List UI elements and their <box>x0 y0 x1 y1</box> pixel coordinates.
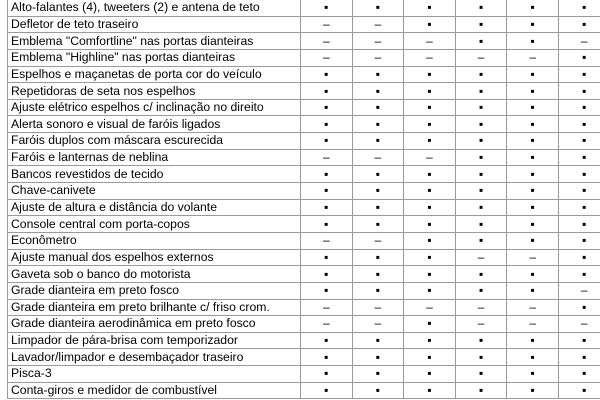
availability-mark: ▪ <box>404 133 456 150</box>
availability-mark: – <box>507 299 559 316</box>
availability-mark: – <box>404 33 456 50</box>
availability-mark: ▪ <box>455 366 507 383</box>
availability-mark: ▪ <box>301 366 353 383</box>
availability-mark: ▪ <box>558 49 600 66</box>
table-row <box>8 366 600 383</box>
availability-mark: – <box>301 49 353 66</box>
availability-mark: – <box>301 33 353 50</box>
availability-mark: ▪ <box>558 199 600 216</box>
table-row <box>8 33 600 50</box>
availability-mark: ▪ <box>558 116 600 133</box>
availability-mark: ▪ <box>404 66 456 83</box>
availability-mark: ▪ <box>404 99 456 116</box>
availability-mark: ▪ <box>455 183 507 200</box>
feature-label: Pisca-3 <box>8 366 301 383</box>
availability-mark: ▪ <box>507 33 559 50</box>
availability-mark: ▪ <box>507 83 559 100</box>
availability-mark: – <box>507 316 559 333</box>
availability-mark: ▪ <box>558 299 600 316</box>
availability-mark: ▪ <box>301 133 353 150</box>
availability-mark: ▪ <box>301 199 353 216</box>
availability-mark: ▪ <box>455 382 507 399</box>
availability-mark: ▪ <box>301 66 353 83</box>
availability-mark: ▪ <box>455 149 507 166</box>
availability-mark: ▪ <box>404 349 456 366</box>
availability-mark: – <box>404 49 456 66</box>
availability-mark: ▪ <box>352 66 404 83</box>
availability-mark: ▪ <box>352 0 404 16</box>
availability-mark: ▪ <box>404 16 456 33</box>
table-row <box>8 83 600 100</box>
availability-mark: ▪ <box>404 216 456 233</box>
availability-mark: ▪ <box>507 199 559 216</box>
feature-label: Repetidoras de seta nos espelhos <box>8 83 301 100</box>
availability-mark: ▪ <box>558 99 600 116</box>
availability-mark: ▪ <box>301 282 353 299</box>
availability-mark: – <box>455 299 507 316</box>
availability-mark: ▪ <box>404 116 456 133</box>
availability-mark: ▪ <box>455 349 507 366</box>
availability-mark: – <box>352 232 404 249</box>
availability-mark: ▪ <box>352 199 404 216</box>
availability-mark: – <box>558 282 600 299</box>
availability-mark: ▪ <box>455 83 507 100</box>
feature-label: Emblema "Highline" nas portas dianteiras <box>8 49 301 66</box>
availability-mark: ▪ <box>301 216 353 233</box>
feature-label: Grade dianteira aerodinâmica em preto fosco <box>8 316 301 333</box>
availability-mark: ▪ <box>507 232 559 249</box>
availability-mark: ▪ <box>455 199 507 216</box>
table-row <box>8 0 600 16</box>
availability-mark: ▪ <box>558 382 600 399</box>
availability-mark: ▪ <box>404 0 456 16</box>
availability-mark: ▪ <box>404 266 456 283</box>
feature-label: Chave-canivete <box>8 183 301 200</box>
availability-mark: – <box>301 316 353 333</box>
availability-mark: ▪ <box>558 0 600 16</box>
availability-mark: ▪ <box>301 116 353 133</box>
availability-mark: ▪ <box>301 83 353 100</box>
table-row <box>8 199 600 216</box>
availability-mark: ▪ <box>507 0 559 16</box>
table-row <box>8 183 600 200</box>
availability-mark: ▪ <box>352 249 404 266</box>
availability-mark: ▪ <box>507 382 559 399</box>
availability-mark: ▪ <box>507 166 559 183</box>
availability-mark: ▪ <box>507 216 559 233</box>
feature-label: Bancos revestidos de tecido <box>8 166 301 183</box>
availability-mark: ▪ <box>507 349 559 366</box>
availability-mark: ▪ <box>301 349 353 366</box>
availability-mark: ▪ <box>301 249 353 266</box>
availability-mark: ▪ <box>301 99 353 116</box>
availability-mark: ▪ <box>558 266 600 283</box>
table-row <box>8 332 600 349</box>
availability-mark: ▪ <box>558 133 600 150</box>
availability-mark: ▪ <box>558 149 600 166</box>
table-row <box>8 249 600 266</box>
availability-mark: – <box>352 316 404 333</box>
availability-mark: ▪ <box>404 166 456 183</box>
availability-mark: – <box>352 149 404 166</box>
table-row <box>8 299 600 316</box>
availability-mark: ▪ <box>455 232 507 249</box>
table-row <box>8 99 600 116</box>
availability-mark: – <box>301 232 353 249</box>
table-row <box>8 216 600 233</box>
table-row <box>8 232 600 249</box>
availability-mark: ▪ <box>455 282 507 299</box>
availability-mark: ▪ <box>455 99 507 116</box>
table-row <box>8 66 600 83</box>
availability-mark: ▪ <box>404 282 456 299</box>
feature-label: Grade dianteira em preto fosco <box>8 282 301 299</box>
availability-mark: – <box>507 49 559 66</box>
table-row <box>8 149 600 166</box>
availability-mark: – <box>455 249 507 266</box>
availability-mark: ▪ <box>507 183 559 200</box>
availability-mark: – <box>404 299 456 316</box>
availability-mark: – <box>404 149 456 166</box>
feature-label: Limpador de pára-brisa com temporizador <box>8 332 301 349</box>
availability-mark: – <box>301 16 353 33</box>
availability-mark: – <box>507 249 559 266</box>
availability-mark: ▪ <box>404 332 456 349</box>
feature-label: Defletor de teto traseiro <box>8 16 301 33</box>
availability-mark: ▪ <box>352 282 404 299</box>
availability-mark: – <box>301 299 353 316</box>
availability-mark: ▪ <box>558 216 600 233</box>
table-row <box>8 349 600 366</box>
availability-mark: ▪ <box>352 332 404 349</box>
table-row <box>8 316 600 333</box>
table-row <box>8 133 600 150</box>
availability-mark: ▪ <box>352 133 404 150</box>
feature-label: Lavador/limpador e desembaçador traseiro <box>8 349 301 366</box>
availability-mark: ▪ <box>301 183 353 200</box>
table-row <box>8 116 600 133</box>
table-row <box>8 382 600 399</box>
table-row <box>8 49 600 66</box>
availability-mark: ▪ <box>455 332 507 349</box>
availability-mark: – <box>352 16 404 33</box>
availability-mark: ▪ <box>352 116 404 133</box>
feature-label: Espelhos e maçanetas de porta cor do veículo <box>8 66 301 83</box>
equipment-table-body <box>8 0 600 399</box>
table-row <box>8 282 600 299</box>
availability-mark: ▪ <box>558 366 600 383</box>
availability-mark: ▪ <box>455 166 507 183</box>
availability-mark: ▪ <box>507 16 559 33</box>
availability-mark: ▪ <box>404 232 456 249</box>
availability-mark: ▪ <box>404 249 456 266</box>
feature-label: Emblema "Comfortline" nas portas dianteiras <box>8 33 301 50</box>
availability-mark: ▪ <box>352 166 404 183</box>
availability-mark: ▪ <box>455 266 507 283</box>
availability-mark: – <box>558 33 600 50</box>
availability-mark: ▪ <box>558 349 600 366</box>
availability-mark: ▪ <box>507 366 559 383</box>
availability-mark: ▪ <box>455 133 507 150</box>
availability-mark: ▪ <box>404 366 456 383</box>
feature-label: Ajuste de altura e distância do volante <box>8 199 301 216</box>
feature-label: Econômetro <box>8 232 301 249</box>
feature-label: Alerta sonoro e visual de faróis ligados <box>8 116 301 133</box>
availability-mark: ▪ <box>507 66 559 83</box>
availability-mark: ▪ <box>558 232 600 249</box>
availability-mark: ▪ <box>507 133 559 150</box>
availability-mark: ▪ <box>507 282 559 299</box>
availability-mark: ▪ <box>507 149 559 166</box>
availability-mark: ▪ <box>507 99 559 116</box>
availability-mark: ▪ <box>455 216 507 233</box>
availability-mark: ▪ <box>558 166 600 183</box>
availability-mark: – <box>558 316 600 333</box>
availability-mark: ▪ <box>352 216 404 233</box>
availability-mark: ▪ <box>404 382 456 399</box>
feature-label: Alto-falantes (4), tweeters (2) e antena de teto <box>8 0 301 16</box>
availability-mark: ▪ <box>404 83 456 100</box>
availability-mark: ▪ <box>352 83 404 100</box>
table-row <box>8 266 600 283</box>
availability-mark: ▪ <box>301 0 353 16</box>
equipment-table <box>7 0 600 399</box>
availability-mark: ▪ <box>455 66 507 83</box>
availability-mark: ▪ <box>352 382 404 399</box>
availability-mark: – <box>352 299 404 316</box>
feature-label: Ajuste manual dos espelhos externos <box>8 249 301 266</box>
availability-mark: – <box>455 316 507 333</box>
feature-label: Conta-giros e medidor de combustível <box>8 382 301 399</box>
availability-mark: ▪ <box>455 16 507 33</box>
table-row <box>8 16 600 33</box>
feature-label: Grade dianteira em preto brilhante c/ friso crom. <box>8 299 301 316</box>
availability-mark: ▪ <box>301 332 353 349</box>
availability-mark: ▪ <box>404 316 456 333</box>
availability-mark: ▪ <box>558 183 600 200</box>
availability-mark: ▪ <box>558 332 600 349</box>
feature-label: Console central com porta-copos <box>8 216 301 233</box>
availability-mark: ▪ <box>507 116 559 133</box>
feature-label: Faróis duplos com máscara escurecida <box>8 133 301 150</box>
availability-mark: ▪ <box>352 266 404 283</box>
availability-mark: ▪ <box>507 266 559 283</box>
feature-label: Gaveta sob o banco do motorista <box>8 266 301 283</box>
availability-mark: ▪ <box>558 66 600 83</box>
feature-label: Faróis e lanternas de neblina <box>8 149 301 166</box>
availability-mark: ▪ <box>558 249 600 266</box>
availability-mark: ▪ <box>455 0 507 16</box>
availability-mark: – <box>352 49 404 66</box>
feature-label: Ajuste elétrico espelhos c/ inclinação no direito <box>8 99 301 116</box>
availability-mark: – <box>455 49 507 66</box>
availability-mark: ▪ <box>404 183 456 200</box>
availability-mark: – <box>301 149 353 166</box>
availability-mark: ▪ <box>558 83 600 100</box>
availability-mark: ▪ <box>352 99 404 116</box>
availability-mark: ▪ <box>558 16 600 33</box>
availability-mark: ▪ <box>301 266 353 283</box>
availability-mark: ▪ <box>352 366 404 383</box>
availability-mark: ▪ <box>352 183 404 200</box>
availability-mark: – <box>352 33 404 50</box>
table-row <box>8 166 600 183</box>
availability-mark: ▪ <box>301 382 353 399</box>
availability-mark: ▪ <box>507 332 559 349</box>
availability-mark: ▪ <box>301 166 353 183</box>
availability-mark: ▪ <box>404 199 456 216</box>
availability-mark: ▪ <box>352 349 404 366</box>
availability-mark: ▪ <box>455 116 507 133</box>
availability-mark: ▪ <box>455 33 507 50</box>
